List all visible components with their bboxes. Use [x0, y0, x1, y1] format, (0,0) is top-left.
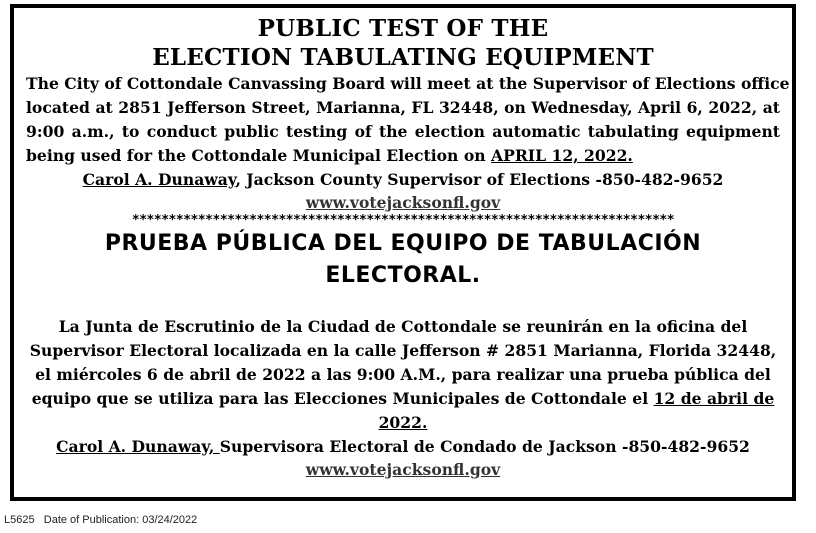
english-body-line: 9:00 a.m., to conduct public testing of the election automatic tabulating equipment	[26, 122, 780, 141]
english-website-link[interactable]: www.votejacksonfl.gov	[305, 193, 501, 212]
publication-footer	[4, 514, 197, 526]
english-body-line: The City of Cottondale Canvassing Board will meet at the Supervisor of Elections office	[26, 74, 790, 93]
english-signature-name: Carol A. Dunaway	[82, 170, 236, 189]
spanish-body	[26, 315, 780, 435]
spanish-signature	[14, 435, 792, 458]
separator: **************************************************************************	[131, 214, 675, 228]
spanish-title-line-2: ELECTORAL.	[325, 263, 481, 288]
ad-id: L5625	[4, 514, 35, 526]
publication-date: Date of Publication: 03/24/2022	[43, 514, 198, 526]
english-body-line	[26, 144, 780, 168]
spanish-body-line: La Junta de Escrutinio de la Ciudad de Cottondale se reunirán en la oficina del	[58, 317, 748, 336]
spanish-body-line: Supervisor Electoral localizada en la calle Jefferson # 2851 Marianna, Florida 32448,	[29, 341, 777, 360]
spanish-body-line	[26, 387, 780, 411]
english-signature	[14, 168, 792, 191]
spanish-signature-title: Supervisora Electoral de Condado de Jackson -850-482-9652	[219, 437, 750, 456]
english-title-line-2: ELECTION TABULATING EQUIPMENT	[152, 44, 654, 71]
english-title-line-1: PUBLIC TEST OF THE	[257, 15, 549, 42]
english-body-line: located at 2851 Jefferson Street, Marianna, FL 32448, on Wednesday, April 6, 2022, at	[26, 98, 780, 117]
spanish-body-line-4-text: equipo que se utiliza para las Elecciones Municipales de Cottondale el	[31, 389, 654, 408]
spanish-signature-name: Carol A. Dunaway,	[56, 437, 220, 456]
spanish-title-line-1: PRUEBA PÚBLICA DEL EQUIPO DE TABULACIÓN	[104, 231, 702, 256]
spanish-election-year: 2022.	[378, 413, 428, 432]
spanish-website-link[interactable]: www.votejacksonfl.gov	[305, 460, 501, 479]
english-signature-title: , Jackson County Supervisor of Elections -850-482-9652	[235, 170, 724, 189]
legal-notice	[10, 4, 796, 501]
english-election-date: APRIL 12, 2022.	[491, 146, 633, 165]
english-body	[26, 72, 790, 168]
spanish-body-line: el miércoles 6 de abril de 2022 a las 9:00 A.M., para realizar una prueba pública del	[35, 365, 771, 384]
english-body-last-text: being used for the Cottondale Municipal Election on	[26, 146, 491, 165]
spanish-election-date: 12 de abril de	[653, 389, 775, 408]
